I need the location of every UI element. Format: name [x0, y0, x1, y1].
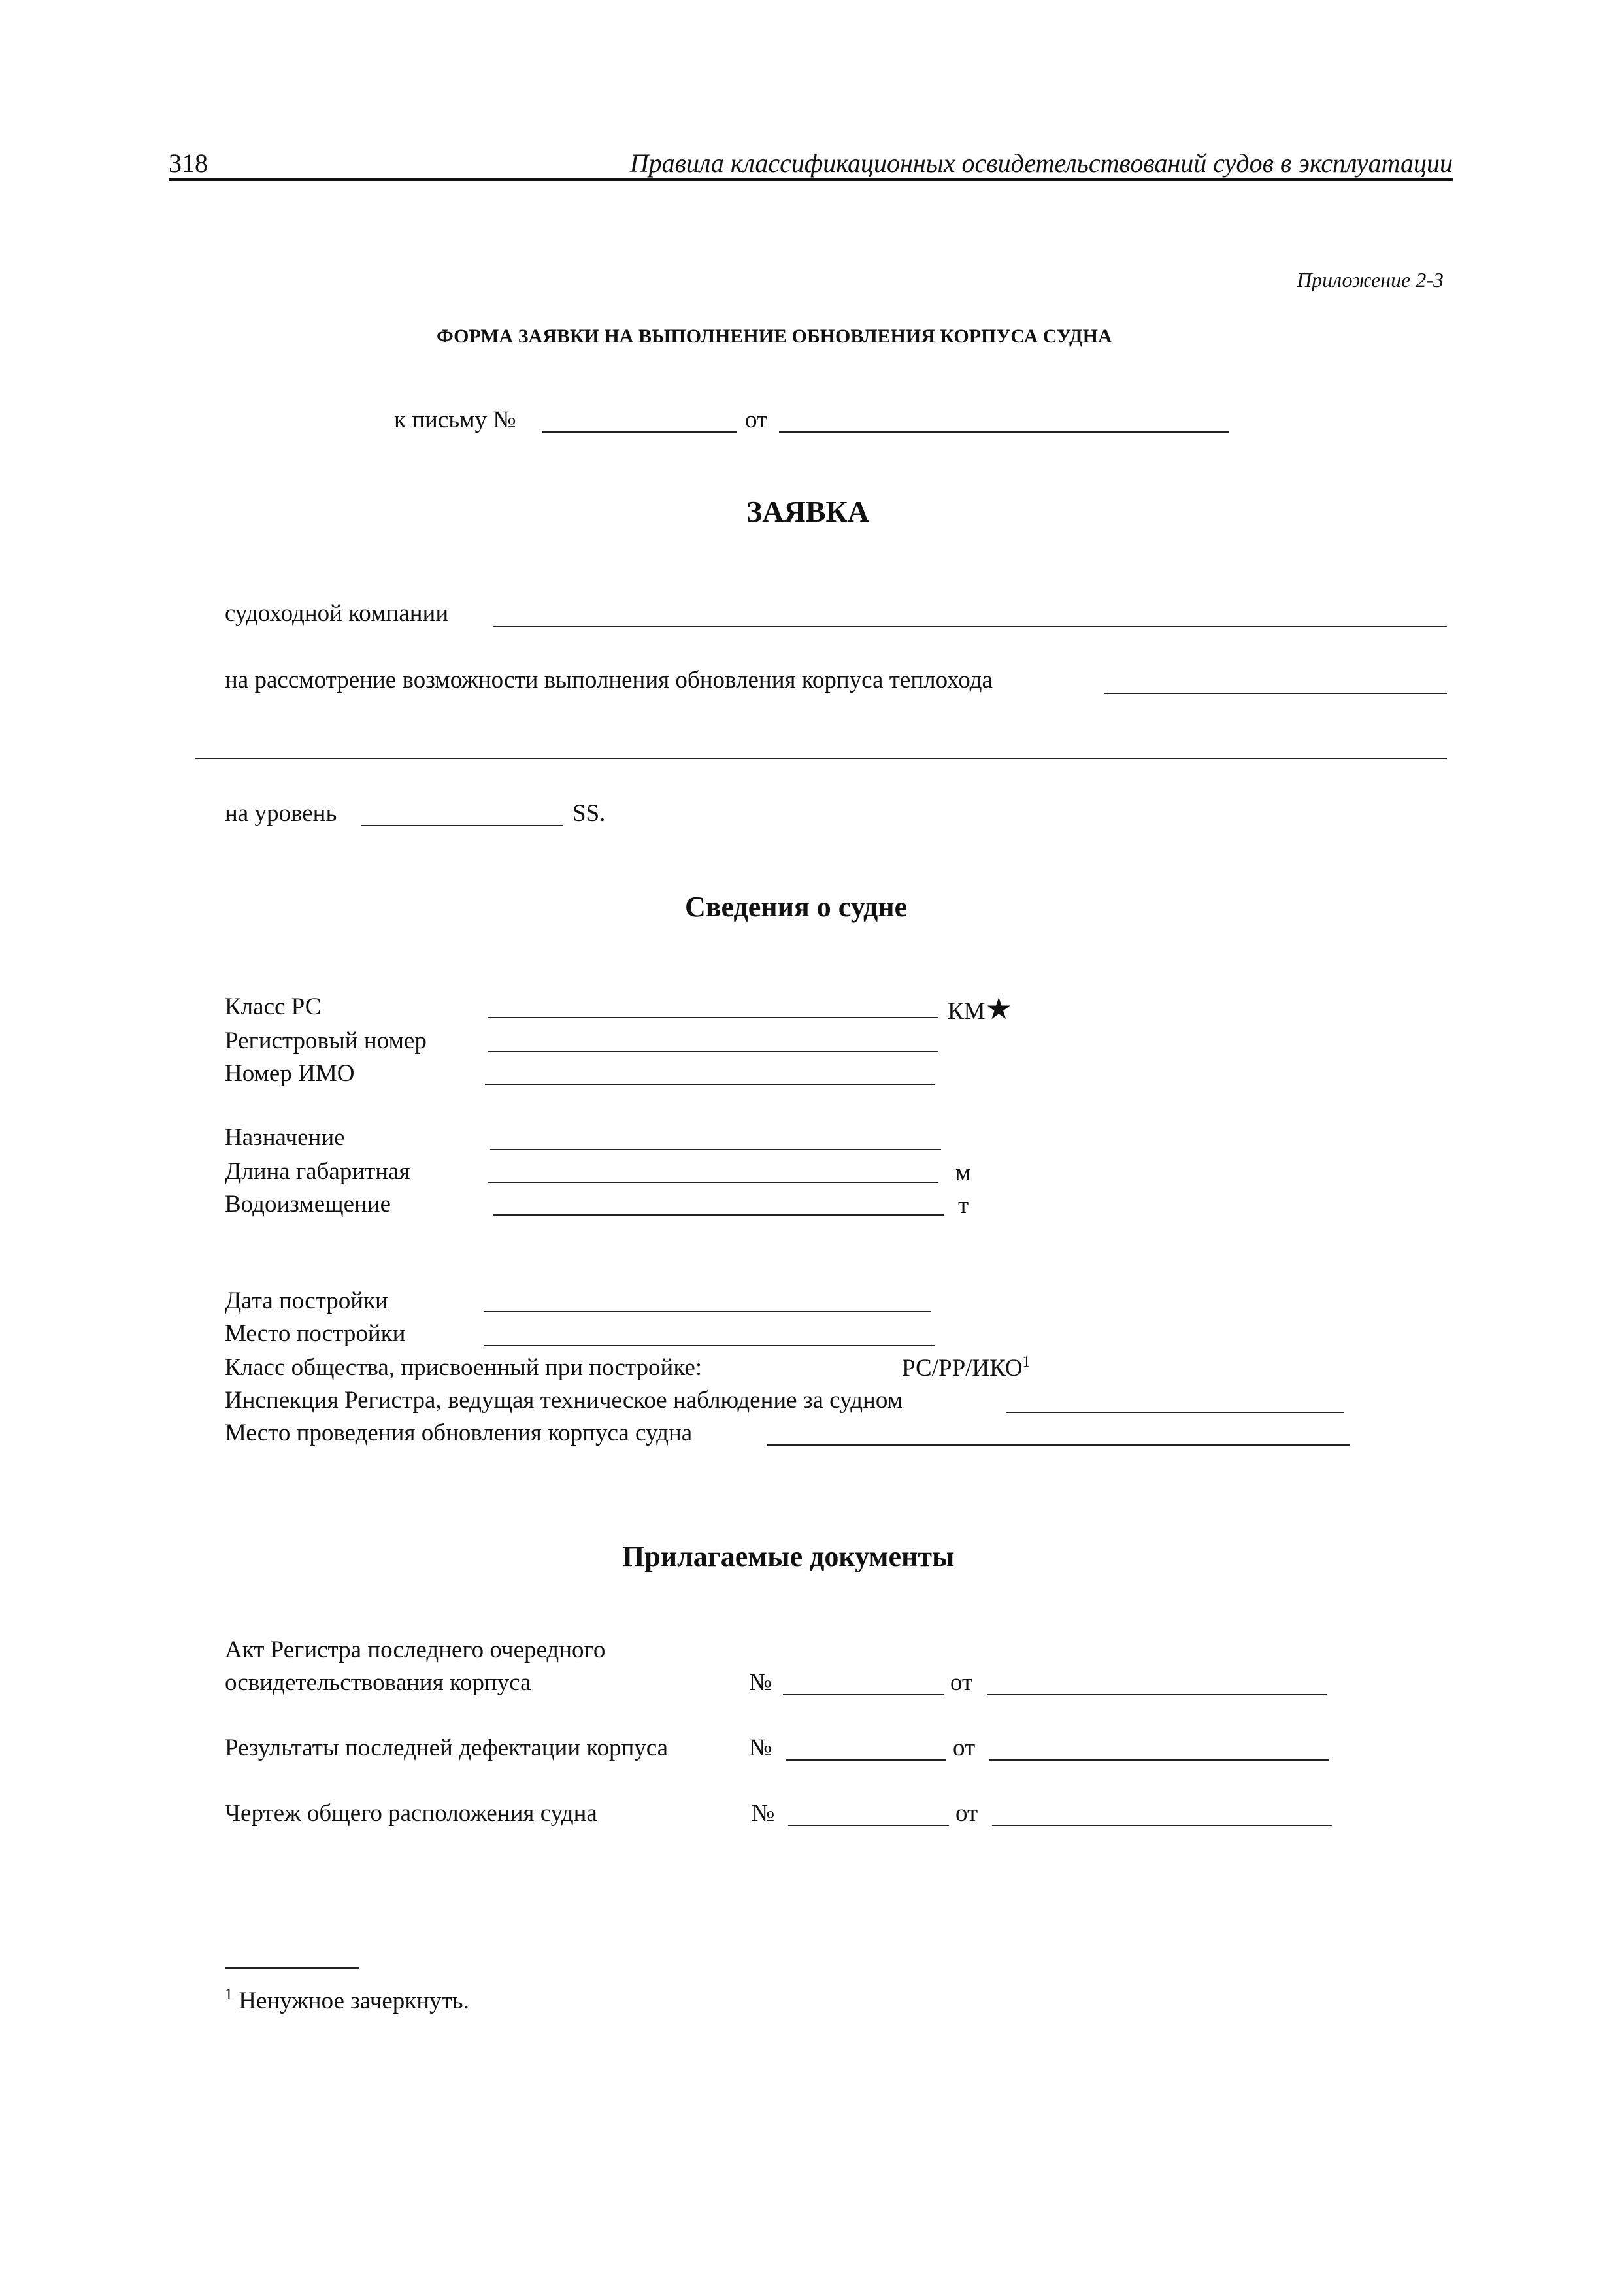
- doc-3-no-label: №: [752, 1800, 775, 1827]
- inspection-field[interactable]: [1006, 1412, 1344, 1413]
- letter-from-label: от: [745, 407, 768, 433]
- displacement-field[interactable]: [493, 1214, 944, 1216]
- length-label: Длина габаритная: [225, 1158, 410, 1185]
- length-unit: м: [955, 1159, 971, 1186]
- appendix-label: Приложение 2-3: [1297, 268, 1444, 291]
- reg-number-label: Регистровый номер: [225, 1027, 427, 1054]
- form-title: ФОРМА ЗАЯВКИ НА ВЫПОЛНЕНИЕ ОБНОВЛЕНИЯ КОРПУСА СУДНА: [437, 325, 1112, 347]
- header-rule: [169, 178, 1453, 181]
- doc-1-date-field[interactable]: [987, 1694, 1327, 1695]
- displacement-label: Водоизмещение: [225, 1191, 391, 1218]
- company-label: судоходной компании: [225, 600, 449, 627]
- star-icon: ★: [985, 991, 1012, 1026]
- page-heading: ЗАЯВКА: [746, 495, 869, 528]
- doc-1-line1: Акт Регистра последнего очередного: [225, 1637, 606, 1663]
- doc-1-number-field[interactable]: [783, 1694, 944, 1695]
- imo-number-field[interactable]: [485, 1084, 935, 1085]
- doc-1-no-label: №: [749, 1669, 772, 1696]
- level-label: на уровень: [225, 800, 337, 827]
- class-suffix: [948, 991, 1012, 1026]
- doc-3-from-label: от: [955, 1800, 978, 1827]
- ship-section-title: Сведения о судне: [685, 891, 908, 923]
- society-class-label: Класс общества, присвоенный при постройке:: [225, 1354, 703, 1381]
- letter-number-field[interactable]: [542, 431, 737, 433]
- request-label: на рассмотрение возможности выполнения обновления корпуса теплохода: [225, 667, 993, 693]
- ship-name-field[interactable]: [1104, 693, 1447, 694]
- doc-2-number-field[interactable]: [786, 1759, 946, 1761]
- level-suffix: SS.: [572, 800, 606, 827]
- doc-1-line2: освидетельствования корпуса: [225, 1669, 531, 1696]
- footnote-rule: [225, 1967, 359, 1969]
- purpose-label: Назначение: [225, 1124, 345, 1151]
- build-place-field[interactable]: [484, 1345, 935, 1346]
- footnote-ref-1: 1: [1022, 1354, 1031, 1371]
- request-continuation-field[interactable]: [195, 758, 1447, 759]
- renewal-place-label: Место проведения обновления корпуса судна: [225, 1420, 693, 1446]
- letter-date-field[interactable]: [779, 431, 1229, 433]
- doc-2-label: Результаты последней дефектации корпуса: [225, 1735, 669, 1761]
- letter-ref-label: к письму №: [394, 407, 516, 433]
- class-rs-field[interactable]: [488, 1017, 938, 1018]
- displacement-unit: т: [958, 1192, 969, 1219]
- doc-2-no-label: №: [749, 1735, 772, 1761]
- doc-3-date-field[interactable]: [992, 1825, 1332, 1826]
- inspection-label: Инспекция Регистра, ведущая техническое наблюдение за судном: [225, 1387, 903, 1414]
- running-title: Правила классификационных освидетельствований судов в эксплуатации: [629, 148, 1453, 178]
- footnote-text: Ненужное зачеркнуть.: [239, 1988, 469, 2014]
- class-suffix-text: КМ: [948, 998, 986, 1025]
- level-field[interactable]: [361, 825, 563, 826]
- doc-3-number-field[interactable]: [788, 1825, 949, 1826]
- purpose-field[interactable]: [490, 1149, 941, 1150]
- footnote: [225, 1987, 469, 2013]
- page-number: 318: [169, 148, 208, 178]
- class-rs-label: Класс РС: [225, 993, 322, 1020]
- build-date-label: Дата постройки: [225, 1288, 388, 1314]
- doc-2-from-label: от: [953, 1735, 976, 1761]
- imo-number-label: Номер ИМО: [225, 1060, 355, 1087]
- doc-3-label: Чертеж общего расположения судна: [225, 1800, 597, 1827]
- footnote-mark: 1: [225, 1986, 233, 2003]
- documents-section-title: Прилагаемые документы: [622, 1540, 955, 1572]
- reg-number-field[interactable]: [488, 1051, 938, 1052]
- society-class-options[interactable]: [902, 1354, 1031, 1380]
- society-options-text: РС/РР/ИКО: [902, 1355, 1023, 1382]
- build-place-label: Место постройки: [225, 1320, 406, 1347]
- build-date-field[interactable]: [484, 1311, 931, 1312]
- doc-1-from-label: от: [950, 1669, 973, 1696]
- renewal-place-field[interactable]: [767, 1444, 1350, 1446]
- length-field[interactable]: [488, 1182, 938, 1183]
- company-field[interactable]: [493, 626, 1447, 627]
- doc-2-date-field[interactable]: [989, 1759, 1329, 1761]
